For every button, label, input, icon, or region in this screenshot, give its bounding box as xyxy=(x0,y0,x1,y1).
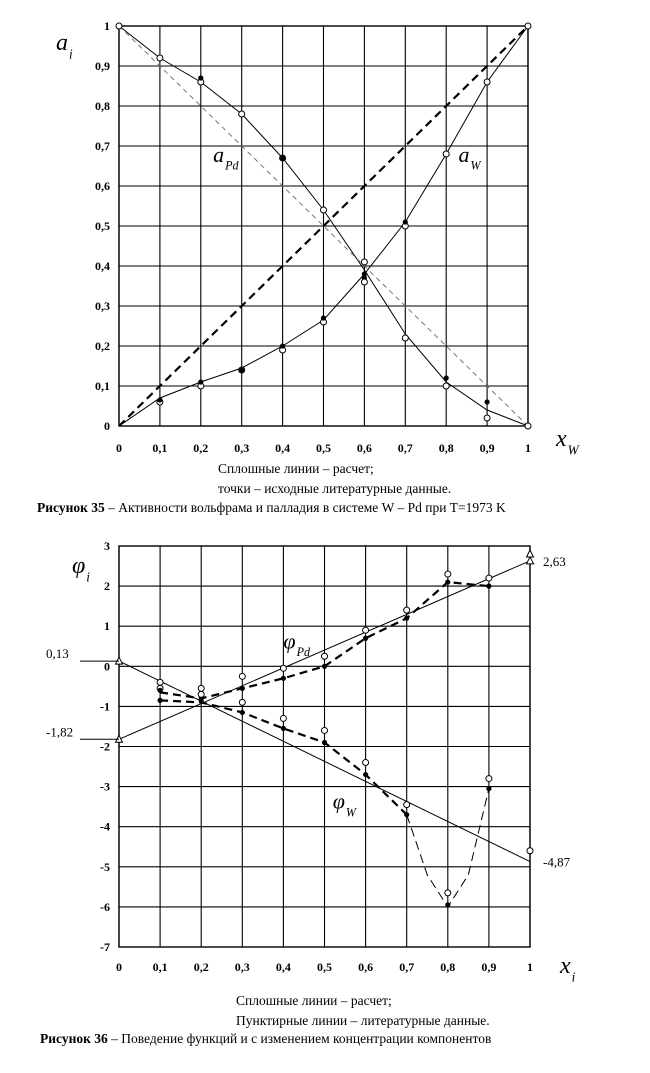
x-tick-label: 0 xyxy=(116,441,122,455)
series-5-point xyxy=(443,383,449,389)
series-7-point xyxy=(404,616,409,621)
series-6-point xyxy=(239,673,245,679)
series-6-point xyxy=(198,75,203,80)
series-9-point xyxy=(527,848,533,854)
x-tick-label: 0,5 xyxy=(316,441,331,455)
y-tick-label: 0 xyxy=(104,419,110,433)
x-tick-label: 0,8 xyxy=(438,441,454,455)
series-6-point xyxy=(486,575,492,581)
series-5-point xyxy=(239,111,245,117)
y-tick-label: 0,6 xyxy=(95,179,110,193)
x-tick-label: 1 xyxy=(527,960,533,974)
series-6-point xyxy=(322,653,328,659)
series-6-point xyxy=(198,685,204,691)
series-5-point xyxy=(116,23,122,29)
series-annotation-pd: $\varphi_{Pd}$ xyxy=(283,628,311,659)
fig36-title-line xyxy=(40,1031,491,1047)
edge-value-label: 0,13 xyxy=(46,646,69,662)
y-tick-label: -2 xyxy=(100,739,110,754)
y-tick-label: 1 xyxy=(104,619,110,634)
x-tick-label: 0,3 xyxy=(234,960,250,974)
x-tick-label: 0,1 xyxy=(152,960,168,974)
series-5-point xyxy=(525,423,531,429)
series-5-point xyxy=(484,415,490,421)
series-6-point xyxy=(157,679,163,685)
series-7-point xyxy=(240,710,245,715)
series-6-point xyxy=(363,760,369,766)
y-axis-label: $\varphi_i$ xyxy=(72,553,90,585)
series-8-point xyxy=(198,379,203,384)
fig35-title: Активности вольфрама и палладия в системе W – Pd при T=1973 K xyxy=(118,500,506,515)
fig35-label: Рисунок 35 xyxy=(37,500,105,515)
series-7-point xyxy=(281,676,286,681)
series-7-point xyxy=(158,698,163,703)
series-6-point xyxy=(486,776,492,782)
y-tick-label: 0,8 xyxy=(95,99,110,113)
x-tick-label: 0,2 xyxy=(193,441,209,455)
x-tick-label: 0,9 xyxy=(481,960,497,974)
edge-value-label: 2,63 xyxy=(543,553,566,569)
y-tick-label: 0,4 xyxy=(95,259,110,273)
x-tick-label: 0,4 xyxy=(275,441,291,455)
series-7-point xyxy=(361,279,367,285)
fig36-caption-line-2: Пунктирные линии – литературные данные. xyxy=(236,1013,490,1028)
series-6-point xyxy=(280,155,285,160)
y-tick-label: 0,1 xyxy=(95,379,110,393)
series-7-point xyxy=(322,740,327,745)
fig35-dash: – xyxy=(108,500,115,515)
x-axis-label: $x_i$ xyxy=(560,953,576,985)
x-tick-label: 0,6 xyxy=(358,960,374,974)
series-8-point xyxy=(527,557,534,564)
series-8-point xyxy=(321,315,326,320)
series-7-point xyxy=(486,786,491,791)
series-7-point xyxy=(443,151,449,157)
series-5-point xyxy=(321,207,327,213)
y-tick-label: 0,2 xyxy=(95,339,110,353)
series-7-point xyxy=(240,686,245,691)
series-8-point xyxy=(239,367,244,372)
series-7-point xyxy=(445,579,450,584)
y-tick-label: 0,5 xyxy=(95,219,110,233)
y-tick-label: 3 xyxy=(104,539,110,553)
x-axis-label: $x_W$ xyxy=(556,426,579,458)
y-tick-label: 0,9 xyxy=(95,59,110,73)
edge-value-label: -1,82 xyxy=(46,724,74,740)
chart-1 xyxy=(56,19,580,457)
series-6-point xyxy=(445,571,451,577)
x-tick-label: 0,3 xyxy=(234,441,250,455)
y-axis-label: $a_i$ xyxy=(56,30,73,62)
x-tick-label: 0,6 xyxy=(356,441,372,455)
y-tick-label: -1 xyxy=(100,699,110,714)
y-tick-label: -3 xyxy=(100,779,110,794)
series-6-point xyxy=(239,699,245,705)
series-8-point xyxy=(362,271,367,276)
series-annotation-w: $a_W$ xyxy=(458,142,481,173)
chart-2 xyxy=(46,539,576,984)
edge-value-label: -4,87 xyxy=(543,854,571,870)
x-tick-label: 0,2 xyxy=(193,960,209,974)
series-7-point xyxy=(486,584,491,589)
series-7-point xyxy=(445,902,450,907)
series-7-point xyxy=(404,812,409,817)
x-tick-label: 0,4 xyxy=(275,960,291,974)
y-tick-label: 0,3 xyxy=(95,299,110,313)
series-8-point xyxy=(403,219,408,224)
fig36-caption-line-1: Сплошные линии – расчет; xyxy=(236,993,392,1008)
fig36-title: Поведение функций и с изменением концентрации компонентов xyxy=(121,1031,492,1046)
series-7-point xyxy=(525,23,531,29)
series-7-point xyxy=(363,772,368,777)
y-tick-label: -6 xyxy=(100,899,110,914)
x-tick-label: 0,8 xyxy=(440,960,456,974)
series-8-point xyxy=(157,397,162,402)
y-tick-label: 0,7 xyxy=(95,139,110,153)
series-7-point xyxy=(199,698,204,703)
series-6-point xyxy=(404,607,410,613)
x-tick-label: 0 xyxy=(116,960,122,974)
series-annotation-w: $\varphi_W$ xyxy=(332,788,356,820)
x-tick-label: 0,7 xyxy=(399,960,415,974)
x-tick-label: 0,7 xyxy=(397,441,413,455)
series-8-point xyxy=(280,343,285,348)
series-5-point xyxy=(157,55,163,61)
series-7-point xyxy=(158,688,163,693)
series-7-point xyxy=(363,636,368,641)
fig35-caption-line-1: Сплошные линии – расчет; xyxy=(218,461,374,476)
series-6-point xyxy=(445,890,451,896)
fig35-caption-line-2: точки – исходные литературные данные. xyxy=(218,481,452,496)
x-tick-label: 0,1 xyxy=(152,441,168,455)
series-6-point xyxy=(444,375,449,380)
fig36-label: Рисунок 36 xyxy=(40,1031,108,1046)
series-6-point xyxy=(404,802,410,808)
y-tick-label: 0 xyxy=(104,659,110,674)
y-tick-label: 1 xyxy=(104,19,110,33)
x-tick-label: 1 xyxy=(525,441,531,455)
series-6-point xyxy=(485,399,490,404)
series-annotation-pd: $a_{Pd}$ xyxy=(213,142,239,173)
series-7-point xyxy=(484,79,490,85)
fig36-dash: – xyxy=(111,1031,118,1046)
series-6-point xyxy=(198,691,204,697)
series-7-point xyxy=(322,664,327,669)
y-tick-label: -7 xyxy=(100,940,110,954)
series-7-point xyxy=(281,726,286,731)
series-6-point xyxy=(280,665,286,671)
fig35-title-line xyxy=(37,500,506,516)
series-8-point xyxy=(527,550,534,557)
y-tick-label: -4 xyxy=(100,819,110,834)
series-5-point xyxy=(402,335,408,341)
y-tick-label: 2 xyxy=(104,579,110,594)
x-tick-label: 0,5 xyxy=(317,960,332,974)
series-5-point xyxy=(361,259,367,265)
y-tick-label: -5 xyxy=(100,859,110,874)
x-tick-label: 0,9 xyxy=(479,441,495,455)
series-6-point xyxy=(322,727,328,733)
series-6-point xyxy=(280,715,286,721)
series-6-point xyxy=(363,627,369,633)
